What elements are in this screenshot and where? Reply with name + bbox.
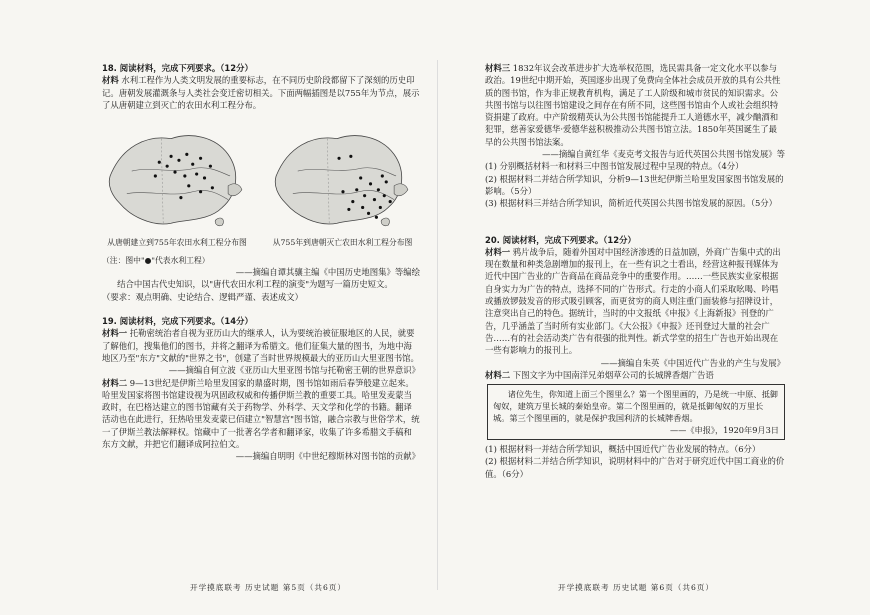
q18-task: 结合中国古代史知识，以"唐代农田水利工程的演变"为题写一篇历史短文。 (117, 279, 393, 290)
q20-material-1 (485, 246, 785, 357)
q20-m1-label: 材料一 (485, 246, 511, 257)
q19-task-2: (2) 根据材料二并结合所学知识，分析9—13世纪伊斯兰哈里发国家图书馆发展的影响。（5分） (485, 173, 784, 196)
q19-m1-source: ——摘编自何立波《亚历山大里亚图书馆与托勒密王朝的世界意识》 (168, 365, 420, 376)
q19-task-3: (3) 根据材料三并结合所学知识，简析近代英国公共图书馆发展的原因。（5分） (485, 198, 778, 209)
q20-m1-text: 鸦片战争后，随着外国对中国经济渗透的日益加剧，外商广告集中式的出现在数量和种类急剧增加的报刊上，在一些有识之士看出，经营这种报刊媒体为近代中国广告业的广告商品在商品竞争中的重要作用。……一些民族实业家根据自身实力为广告的特点，选择不同的广告形式。行走的小商人们采取吆喝、吟唱或播放锣鼓发音的形式吸引顾客，而更贫穷的商人则注重门面装修与招牌设计，注意突出自己的特色。据统计，当时的中文报纸《申报》《上海新报》刊登的广告，几乎涵盖了当时所有实业部门。《大公报》《申报》还刊登过大量的社会广告……有的社会活动类广告有很强的批判性。新式学堂的招生广告也开始出现在一些有影响力的报刊上。 (485, 246, 781, 356)
map-caption-left: 从唐朝建立到755年农田水利工程分布图 (107, 238, 247, 248)
right-page (485, 62, 785, 480)
q20-task-2: (2) 根据材料二并结合所学知识，说明材料中的广告对于研究近代中国工商业的价值。（6分） (485, 456, 785, 479)
q20-m2-label: 材料二 (485, 369, 511, 380)
map-after-755 (268, 117, 416, 235)
q20-m2-intro: 下图文字为中国南洋兄弟烟草公司的长城牌香烟广告语 (512, 369, 714, 380)
q20-task-1: (1) 根据材料一并结合所学知识，概括中国近代广告业发展的特点。（6分） (485, 444, 761, 455)
q18-source: ——摘编自谭其骧主编《中国历史地图集》等编绘 (235, 267, 420, 278)
q19-m3-text: 1832年议会改革进步扩大选举权范围，选民需具备一定文化水平以参与政治。19世纪中期开始，英国逐步出现了免费向全体社会成员开放的具有公共性质的图书馆，作为非正规教育机构，满足了工人阶级和城市贫民的知识需求。公共图书馆与以往图书馆建设之间存在有所不同，这些图书馆由个人或社会组织特资捐建了政府。中产阶级精英认为公共图书馆能提升工人道德水平，减少酗酒和犯罪，慈善家爱德华·爱德华兹积极推动公共图书馆立法。1850年英国诞生了最早的公共图书馆法案。 (485, 63, 781, 147)
q19-m1-label: 材料一 (102, 328, 128, 339)
tang-irrigation-maps (102, 113, 420, 253)
q18-requirement: （要求：观点明确、史论结合、逻辑严谨、表述成文） (102, 291, 303, 302)
q19-material-1 (102, 327, 420, 364)
q18-material (102, 74, 420, 111)
q19-material-2 (102, 377, 420, 451)
map-caption-right: 从755年到唐朝灭亡农田水利工程分布图 (272, 238, 413, 248)
q18-material-label: 材料 (102, 75, 119, 86)
q19-m3-source: ——摘编自黄红华《麦克考文报告与近代英国公共图书馆发展》等 (542, 149, 785, 160)
left-page-footer: 开学摸底联考 历史试题 第5页（共6页） (190, 583, 346, 592)
q19-m3-label: 材料三 (485, 63, 511, 73)
q19-heading: 19. 阅读材料，完成下列要求。（14分） (102, 316, 253, 327)
map-legend-note: （注：图中"●"代表水利工程） (102, 256, 210, 266)
advertisement-source: ——《申报》，1920年9月3日 (669, 425, 779, 436)
advertisement-text: 诸位先生，你知道上面三个图里么？第一个图里画的，乃是统一中原、抵御匈奴，建筑万里长城的秦始皇帝。第二个图里画的，就是抵御匈奴的万里长城。第三个图里画的，就是保护我国利济的长城牌香烟。 (493, 389, 778, 424)
map-before-755 (102, 117, 250, 235)
q19-task-1: (1) 分别概括材料一和材料三中图书馆发展过程中呈现的特点。（4分） (485, 161, 744, 172)
q18-heading: 18. 阅读材料，完成下列要求。（12分） (102, 63, 253, 73)
q20-material-2 (485, 369, 785, 381)
q19-m2-label: 材料二 (102, 377, 128, 388)
q19-m2-source: ——摘编自明明《中世纪穆斯林对图书馆的贡献》 (235, 451, 420, 462)
q19-material-3 (485, 62, 785, 148)
advertisement-box (487, 384, 785, 440)
q20-m1-source: ——摘编自朱英《中国近代广告业的产生与发展》 (600, 357, 785, 368)
q18-material-text: 水利工程作为人类文明发展的重要标志，在不同历史阶段都留下了深刻的历史印记。唐朝发展灌溉条与人类社会变迁密切相关。下面两幅插图是以755年为节点，展示了从唐朝建立到灭亡的农田水利工程分布。 (102, 75, 420, 110)
page-fold-divider (437, 60, 438, 590)
right-page-footer: 开学摸底联考 历史试题 第6页（共6页） (558, 583, 714, 592)
left-page (102, 62, 420, 463)
q19-m1-text: 托勒密统治者自视为亚历山大的继承人，认为要统治被征服地区的人民，就要了解他们，搜集他们的图书，并将之翻译为希腊文。他们征集大量的图书，为地中海地区乃至"东方"文献的"世界之书"，创建了当时世界规模最大的亚历山大里亚图书馆。 (102, 328, 419, 363)
q20-heading: 20. 阅读材料，完成下列要求。（12分） (485, 234, 636, 245)
q19-m2-text: 9—13世纪是伊斯兰哈里发国家的鼎盛时期，图书馆如雨后春笋般建立起来。哈里发国家将图书馆建设视为巩固政权威和传播伊斯兰教的重要工具。哈里发麦蒙当政时，在巴格达建立的图书馆藏有关于药物学、外科学、天文学和化学的书籍。翻译活动也在此进行，狂热哈里发麦蒙已佰建立"智慧宫"图书馆，融合宗教与世俗学术，统一了伊斯兰教法解释权。馆藏中了一批著名学者和翻译家，收集了许多希腊文手稿和东方文献，并把它们翻译成阿拉伯文。 (102, 377, 420, 450)
